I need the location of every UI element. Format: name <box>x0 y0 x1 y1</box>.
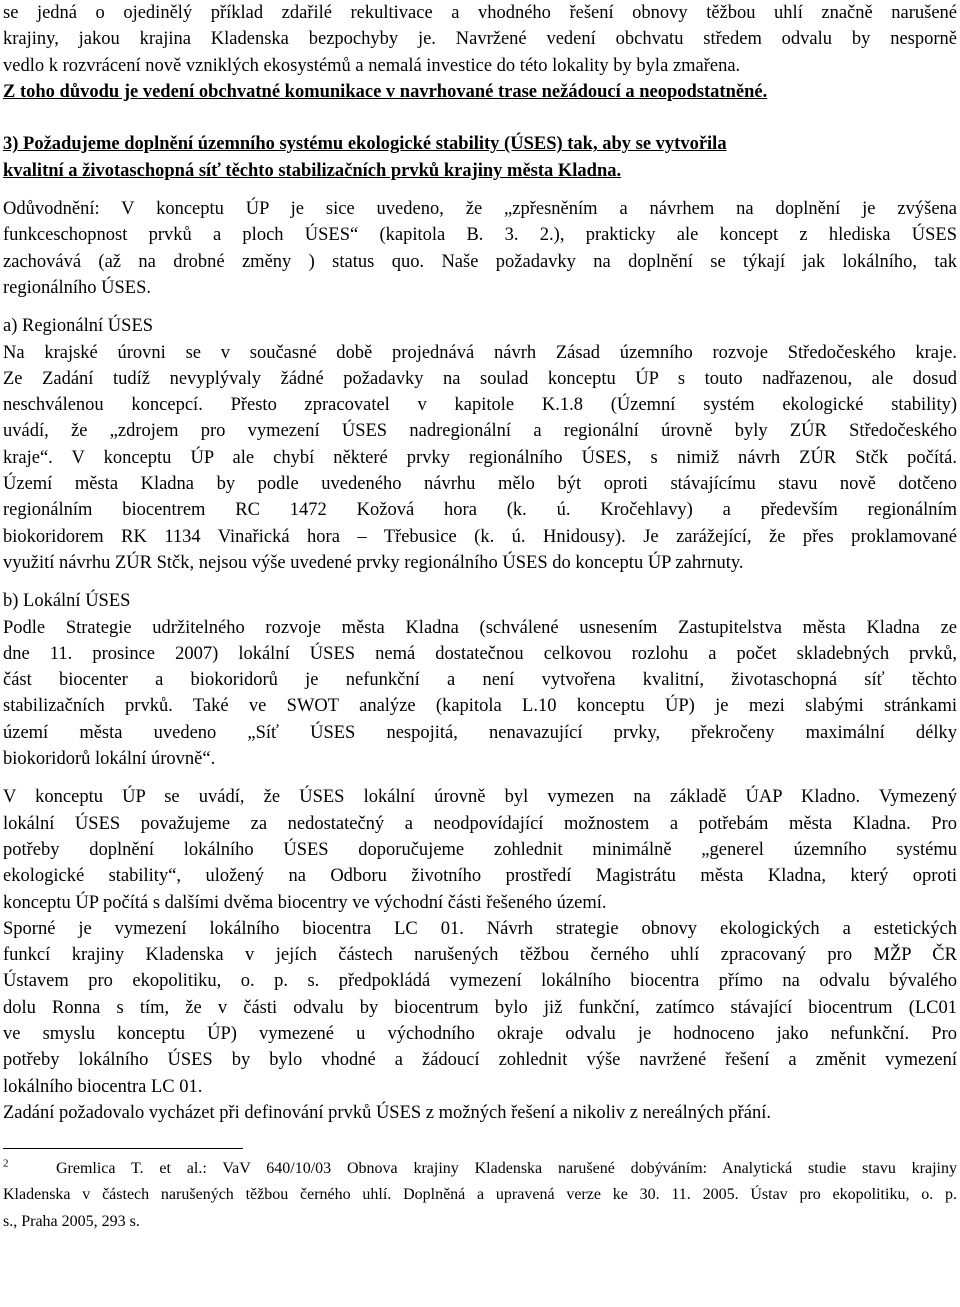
text-line: území města uvedeno „Síť ÚSES nespojitá, nenavazující prvky, překročeny maximální délky <box>3 722 957 743</box>
heading-line: 3) Požadujeme doplnění územního systému ekologické stability (ÚSES) tak, aby se vytvořila <box>3 134 727 155</box>
text-line: Odůvodnění: V konceptu ÚP je sice uvedeno, že „zpřesněním a návrhem na doplnění je zvýšena <box>3 199 957 220</box>
text-line: neschválenou koncepcí. Přesto zpracovatel v kapitole K.1.8 (Územní systém ekologické stability) <box>3 395 957 416</box>
text-line: uvádí, že „zdrojem pro vymezení ÚSES nadregionální a regionální úrovně byly ZÚR Středočeského <box>3 421 957 442</box>
text-line: Na krajské úrovni se v současné době projednává návrh Zásad územního rozvoje Středočeského kraje. <box>3 342 957 363</box>
justification-paragraph <box>3 196 957 301</box>
footnote-text: Gremlica T. et al.: VaV 640/10/03 Obnova krajiny Kladenska narušené dobýváním: Analytická studie stavu krajiny <box>55 1160 957 1178</box>
section-title: b) Lokální ÚSES <box>3 591 131 612</box>
text-line: regionálního ÚSES. <box>3 277 151 298</box>
text-line: využití návrhu ZÚR Stčk, nejsou výše uvedené prvky regionálního ÚSES do konceptu ÚP zahrnuty. <box>3 552 744 573</box>
text-line: Podle Strategie udržitelného rozvoje města Kladna (schválené usnesením Zastupitelstva města Kladna ze <box>3 617 957 638</box>
text-line: potřeby lokálního ÚSES by bylo vhodné a žádoucí zohlednit výše navržené řešení a změnit vymezení <box>3 1050 957 1071</box>
text-line: funkcí krajiny Kladenska v jejích částech narušených těžbou černého uhlí zpracovaný pro MŽP ČR <box>3 945 957 966</box>
text-line: lokálního biocentra LC 01. <box>3 1076 203 1097</box>
footnote-line <box>3 1157 957 1183</box>
text-line: část biocenter a biokoridorů je nefunkční a není vytvořena kvalitní, životaschopná síť těchto <box>3 670 957 691</box>
heading-line: kvalitní a životaschopná síť těchto stabilizačních prvků krajiny města Kladna. <box>3 160 622 181</box>
text-line: potřeby doplnění lokálního ÚSES doporučujeme zohlednit minimálně „generel územního systému <box>3 839 957 860</box>
local-uses-paragraph-3 <box>3 916 957 1126</box>
text-line: Ústavem pro ekopolitiku, o. p. s. předpokládá vymezení lokálního biocentra přímo na odvalu bývalého <box>3 971 957 992</box>
text-line: Sporné je vymezení lokálního biocentra LC 01. Návrh strategie obnovy ekologických a estetických <box>3 918 957 939</box>
text-line: dolu Ronna s tím, že v části odvalu by biocentrum bylo již funkční, zatímco stávající biocentrum (LC01 <box>3 997 957 1018</box>
text-line: se jedná o ojedinělý příklad zdařilé rekultivace a vhodného řešení obnovy těžbou uhlí značně narušené <box>3 3 957 23</box>
section-title: a) Regionální ÚSES <box>3 316 154 337</box>
footnote-line: s., Praha 2005, 293 s. <box>3 1212 140 1230</box>
conclusion-line: Z toho důvodu je vedení obchvatné komunikace v navrhované trase nežádoucí a neopodstatněné. <box>3 81 768 102</box>
text-line: regionálním biocentrem RC 1472 Kožová hora (k. ú. Kročehlavy) a především regionálním <box>3 500 957 521</box>
text-line: konceptu ÚP počítá s dalšími dvěma biocentry ve východní části řešeného území. <box>3 892 607 913</box>
footnote-line: Kladenska v částech narušených těžbou černého uhlí. Doplněná a upravená verze ke 30. 11. 2005. Ústav pro ekopolitiku, o. p. <box>3 1186 957 1204</box>
text-line: V konceptu ÚP se uvádí, že ÚSES lokální úrovně byl vymezen na základě ÚAP Kladno. Vymezený <box>3 787 957 808</box>
section-3-heading <box>3 131 957 184</box>
text-line: lokální ÚSES považujeme za nedostatečný a neodpovídající možnostem a potřebám města Kladna. Pro <box>3 813 957 834</box>
text-line: biokoridorem RK 1134 Vinařická hora – Třebusice (k. ú. Hnidousy). Je zarážející, že přes proklamované <box>3 526 957 547</box>
text-line: kraje“. V konceptu ÚP ale chybí některé prvky regionálního ÚSES, s nimiž návrh ZÚR Stčk počítá. <box>3 447 957 468</box>
text-line: ekologické stability“, uložený na Odboru životního prostředí Magistrátu města Kladna, který oproti <box>3 866 957 887</box>
text-line: Území města Kladna by podle uvedeného návrhu mělo být oproti stávajícímu stavu nově dotčeno <box>3 474 957 495</box>
footnote-separator <box>3 1148 243 1149</box>
text-line: Zadání požadovalo vycházet při definování prvků ÚSES z možných řešení a nikoliv z nereálných přání. <box>3 1102 772 1123</box>
footnote <box>3 1157 957 1234</box>
text-line: krajiny, jakou krajina Kladenska bezpochyby je. Navržené vedení obchvatu středem odvalu by nesporně <box>3 29 957 50</box>
footnote-mark: 2 <box>3 1157 9 1170</box>
text-line: biokoridorů lokální úrovně“. <box>3 749 216 770</box>
local-uses-section <box>3 588 957 772</box>
text-line: funkceschopnost prvků a ploch ÚSES“ (kapitola B. 3. 2.), prakticky ale koncept z hlediska ÚSES <box>3 225 957 246</box>
text-line: vedlo k rozvrácení nově vzniklých ekosystémů a nemalá investice do této lokality by byla zmařena. <box>3 55 741 76</box>
text-line: zachovává (až na drobné změny ) status quo. Naše požadavky na doplnění se týkají jak lokálního, tak <box>3 251 957 272</box>
text-line: ve smyslu konceptu ÚP) vymezené u východního okraje odvalu je hodnoceno jako nefunkční. Pro <box>3 1023 957 1044</box>
text-line: dne 11. prosince 2007) lokální ÚSES nemá dostatečnou celkovou rozlohu a počet skladebných prvků, <box>3 643 957 664</box>
intro-paragraph <box>3 0 957 105</box>
text-line: stabilizačních prvků. Také ve SWOT analýze (kapitola L.10 konceptu ÚP) je mezi slabými stránkami <box>3 696 957 717</box>
text-line: Ze Zadání tudíž nevyplývaly žádné požadavky na soulad konceptu ÚP s touto nadřazenou, ale dosud <box>3 368 957 389</box>
local-uses-paragraph-2 <box>3 784 957 915</box>
regional-uses-section <box>3 313 957 576</box>
